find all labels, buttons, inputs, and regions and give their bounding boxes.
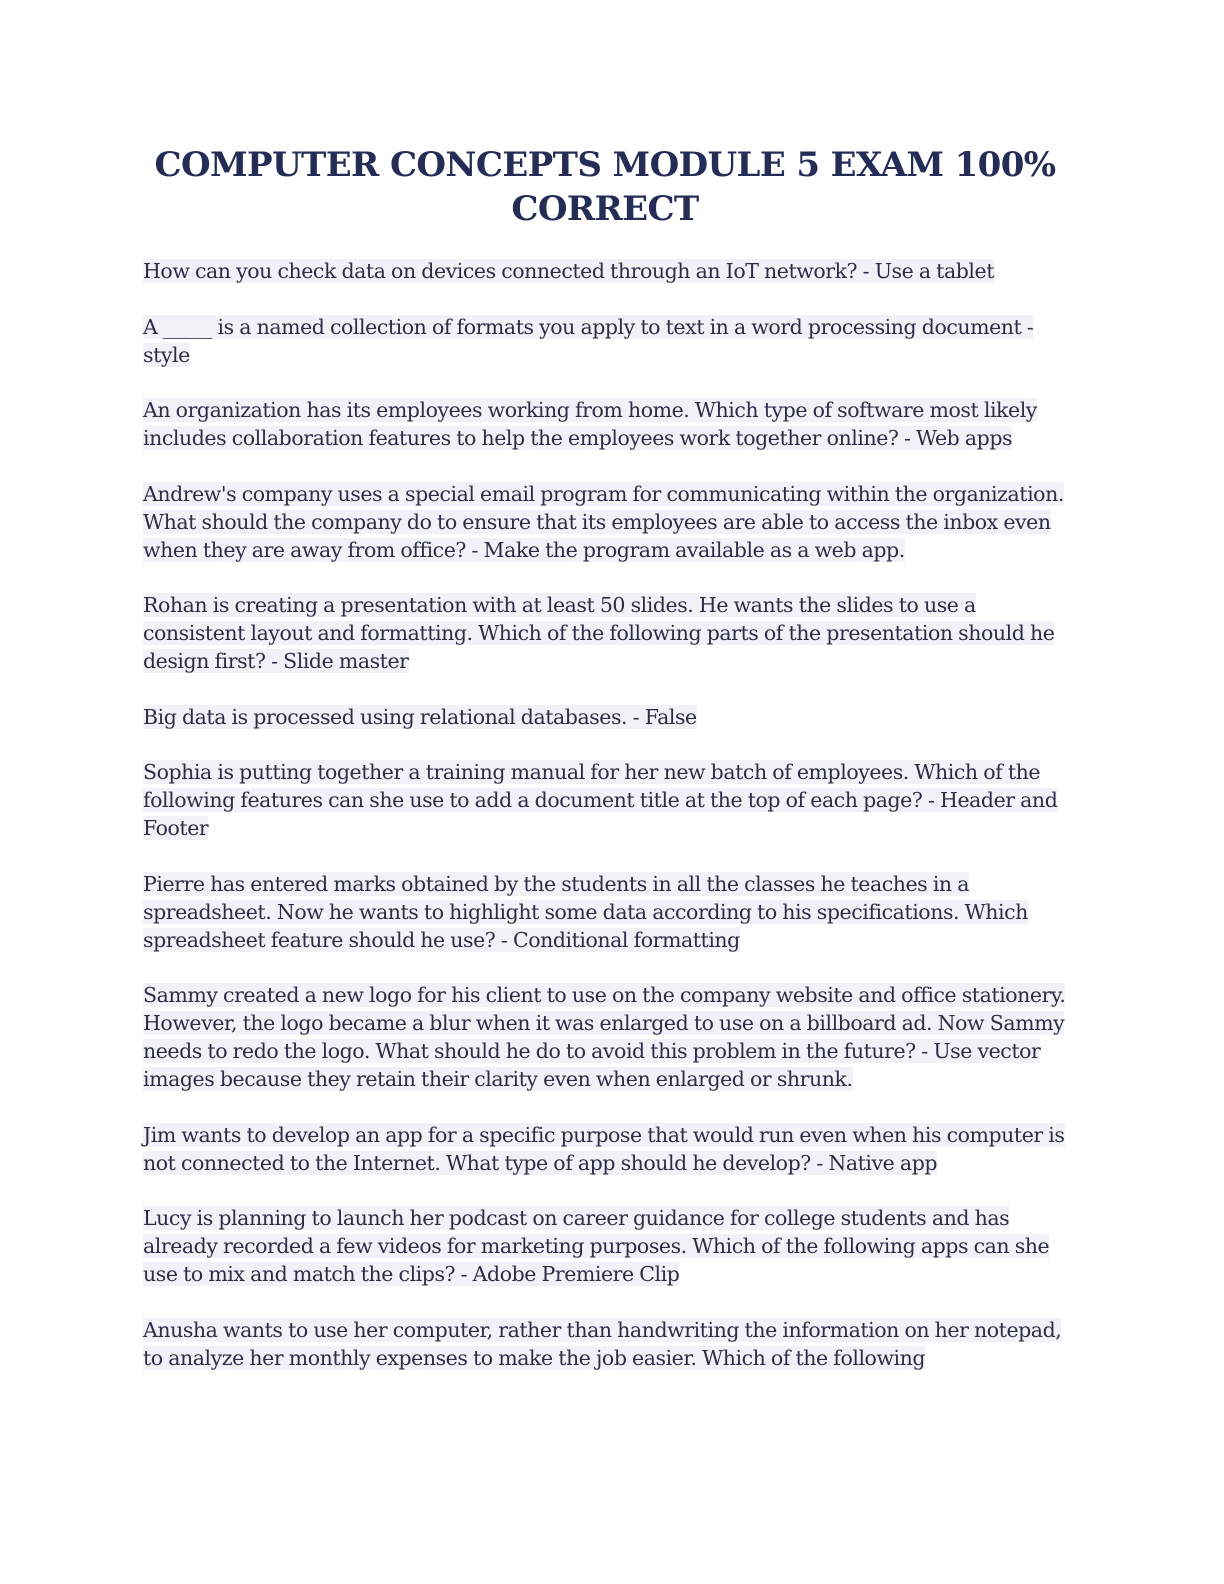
question-answer-item <box>143 257 1073 285</box>
question-answer-text: Lucy is planning to launch her podcast on career guidance for college students and has already recorded a few videos for marketing purposes. Which of the following apps can she use to mix and match the clips? - Adobe Premiere Clip <box>143 1206 1050 1286</box>
question-answer-item <box>143 1316 1073 1372</box>
question-answer-text: Pierre has entered marks obtained by the students in all the classes he teaches in a spreadsheet. Now he wants to highlight some data according to his specifications. Which spreadsheet feature should he use? - Conditional formatting <box>143 871 1028 952</box>
question-answer-text: Andrew's company uses a special email program for communicating within the organization. What should the company do to ensure that its employees are able to access the inbox even when they are away from office? - Make the program available as a web app. <box>143 481 1064 562</box>
question-answer-item <box>143 703 1073 731</box>
question-answer-text: Anusha wants to use her computer, rather than handwriting the information on her notepad, to analyze her monthly expenses to make the job easier. Which of the following <box>143 1317 1062 1370</box>
question-answer-item <box>143 313 1073 369</box>
question-answer-item <box>143 870 1073 954</box>
question-answer-item <box>143 591 1073 675</box>
question-answer-item <box>143 981 1073 1093</box>
question-answer-item <box>143 1204 1073 1288</box>
question-answer-item <box>143 396 1073 452</box>
question-answer-text: A _____ is a named collection of formats you apply to text in a word processing document - style <box>143 314 1034 367</box>
question-answer-item <box>143 758 1073 842</box>
document-title: COMPUTER CONCEPTS MODULE 5 EXAM 100% CORRECT <box>154 145 1056 229</box>
question-answer-item <box>143 480 1073 564</box>
question-answer-text: An organization has its employees working from home. Which type of software most likely includes collaboration features to help the employees work together online? - Web apps <box>143 398 1037 450</box>
question-answer-text: Sophia is putting together a training manual for her new batch of employees. Which of the following features can she use to add a document title at the top of each page? - Header and Footer <box>143 760 1058 840</box>
question-answer-text: Big data is processed using relational databases. - False <box>143 704 697 729</box>
question-answer-text: Rohan is creating a presentation with at least 50 slides. He wants the slides to use a consistent layout and formatting. Which of the following parts of the presentation should he design first? - Slide master <box>143 593 1055 673</box>
question-answer-text: Sammy created a new logo for his client to use on the company website and office stationery. However, the logo became a blur when it was enlarged to use on a billboard ad. Now Sammy needs to redo the logo. What should he do to avoid this problem in the future? - Use vector images because they retain their clarity even when enlarged or shrunk. <box>143 983 1066 1091</box>
question-answer-list <box>143 257 1073 1399</box>
question-answer-text: Jim wants to develop an app for a specific purpose that would run even when his computer is not connected to the Internet. What type of app should he develop? - Native app <box>143 1122 1065 1175</box>
question-answer-text: How can you check data on devices connected through an IoT network? - Use a tablet <box>143 259 994 283</box>
question-answer-item <box>143 1121 1073 1177</box>
